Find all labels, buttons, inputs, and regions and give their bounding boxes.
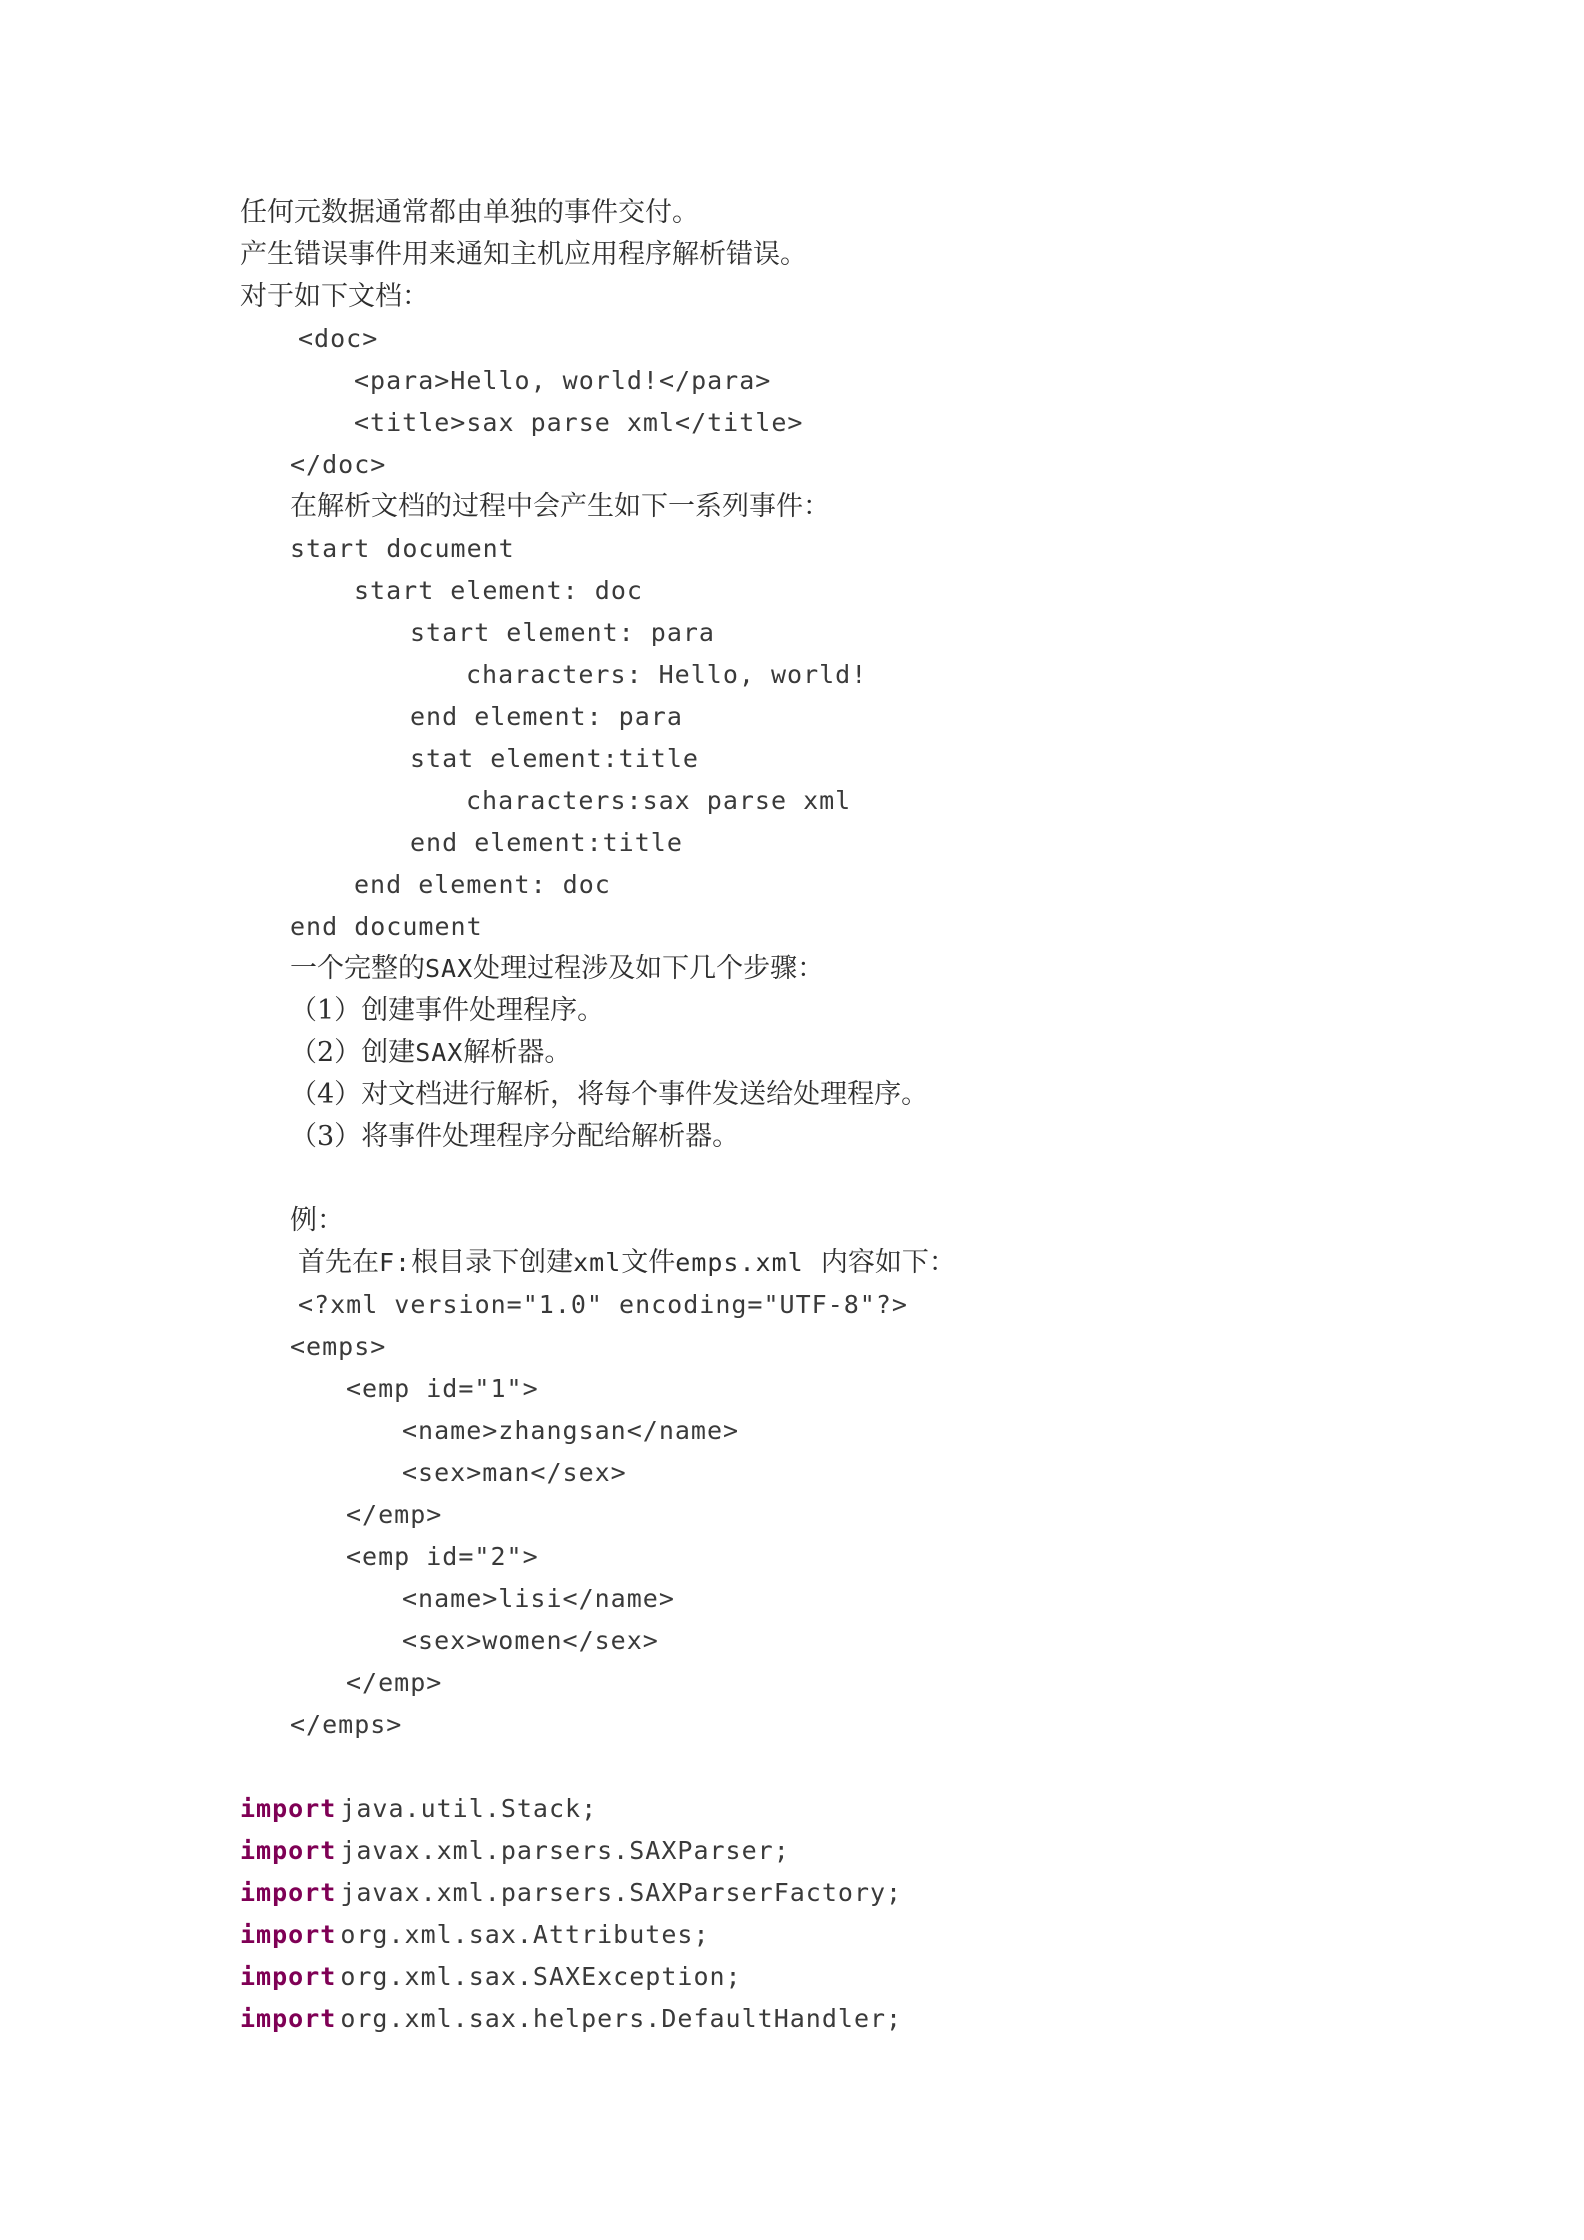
intro-line-3: 对于如下文档： (240, 281, 429, 312)
steps-intro-pre: 一个完整的 (290, 953, 425, 984)
import-keyword: import (240, 1962, 337, 1991)
intro-line-1: 任何元数据通常都由单独的事件交付。 (240, 197, 699, 228)
import-line (240, 1788, 597, 1830)
xml-line: <emp id="1"> (346, 1374, 539, 1403)
step-text-sax: SAX (415, 1038, 464, 1067)
event-line: end element: doc (354, 870, 611, 899)
intro-line-2: 产生错误事件用来通知主机应用程序解析错误。 (240, 239, 807, 270)
import-line (240, 1998, 902, 2040)
example-desc-mid: 根目录下创建 (411, 1247, 574, 1278)
example-desc-filename: emps.xml (675, 1248, 804, 1277)
step-text: 创建事件处理程序。 (361, 995, 605, 1026)
events-intro: 在解析文档的过程中会产生如下一系列事件： (290, 491, 830, 522)
example-desc-pre: 首先在 (298, 1247, 379, 1278)
event-line: stat element:title (410, 744, 699, 773)
import-keyword: import (240, 2004, 337, 2033)
sample-doc-line: <para>Hello, world!</para> (354, 366, 772, 395)
xml-line: </emp> (346, 1500, 443, 1529)
import-package: javax.xml.parsers.SAXParser; (340, 1836, 790, 1865)
import-package: org.xml.sax.helpers.DefaultHandler; (340, 2004, 903, 2033)
example-desc-mid2: 文件 (621, 1247, 676, 1278)
sample-doc-line: </doc> (290, 450, 387, 479)
import-line (240, 1872, 902, 1914)
step-text-post: 解析器。 (463, 1037, 572, 1068)
xml-line: <sex>women</sex> (402, 1626, 659, 1655)
steps-intro (290, 948, 824, 990)
import-keyword: import (240, 1794, 337, 1823)
import-keyword: import (240, 1878, 337, 1907)
sample-doc-line: <doc> (298, 324, 379, 353)
import-line (240, 1914, 710, 1956)
step-number: （1） (290, 995, 362, 1026)
xml-line: <emps> (290, 1332, 387, 1361)
event-line: start element: doc (354, 576, 643, 605)
import-package: javax.xml.parsers.SAXParserFactory; (340, 1878, 903, 1907)
event-line: end element:title (410, 828, 683, 857)
import-keyword: import (240, 1836, 337, 1865)
xml-line: <?xml version="1.0" encoding="UTF-8"?> (298, 1290, 908, 1319)
event-line: start document (290, 534, 515, 563)
step-number: （4） (290, 1079, 362, 1110)
step-1 (290, 990, 604, 1032)
xml-line: <emp id="2"> (346, 1542, 539, 1571)
event-line: characters: Hello, world! (466, 660, 868, 689)
example-description (298, 1242, 956, 1284)
import-keyword: import (240, 1920, 337, 1949)
xml-line: <name>zhangsan</name> (402, 1416, 740, 1445)
step-text: 将事件处理程序分配给解析器。 (361, 1121, 740, 1152)
step-3 (290, 1074, 928, 1116)
example-label: 例： (290, 1205, 344, 1236)
xml-line: <name>lisi</name> (402, 1584, 675, 1613)
import-package: org.xml.sax.SAXException; (340, 1962, 742, 1991)
step-4 (290, 1116, 739, 1158)
step-text-pre: 创建 (361, 1037, 416, 1068)
example-desc-drive: F: (379, 1248, 412, 1277)
event-line: end document (290, 912, 483, 941)
step-text: 对文档进行解析，将每个事件发送给处理程序。 (361, 1079, 929, 1110)
event-line: end element: para (410, 702, 683, 731)
steps-intro-sax: SAX (425, 954, 474, 983)
xml-line: </emp> (346, 1668, 443, 1697)
event-line: start element: para (410, 618, 715, 647)
steps-intro-post: 处理过程涉及如下几个步骤： (473, 953, 825, 984)
import-package: java.util.Stack; (340, 1794, 598, 1823)
import-line (240, 1830, 790, 1872)
import-line (240, 1956, 742, 1998)
example-desc-xml: xml (573, 1248, 622, 1277)
xml-line: <sex>man</sex> (402, 1458, 627, 1487)
step-number: （3） (290, 1121, 362, 1152)
event-line: characters:sax parse xml (466, 786, 852, 815)
example-desc-post: 内容如下： (803, 1247, 956, 1278)
sample-doc-line: <title>sax parse xml</title> (354, 408, 804, 437)
step-2 (290, 1032, 571, 1074)
import-package: org.xml.sax.Attributes; (340, 1920, 710, 1949)
step-number: （2） (290, 1037, 362, 1068)
xml-line: </emps> (290, 1710, 403, 1739)
